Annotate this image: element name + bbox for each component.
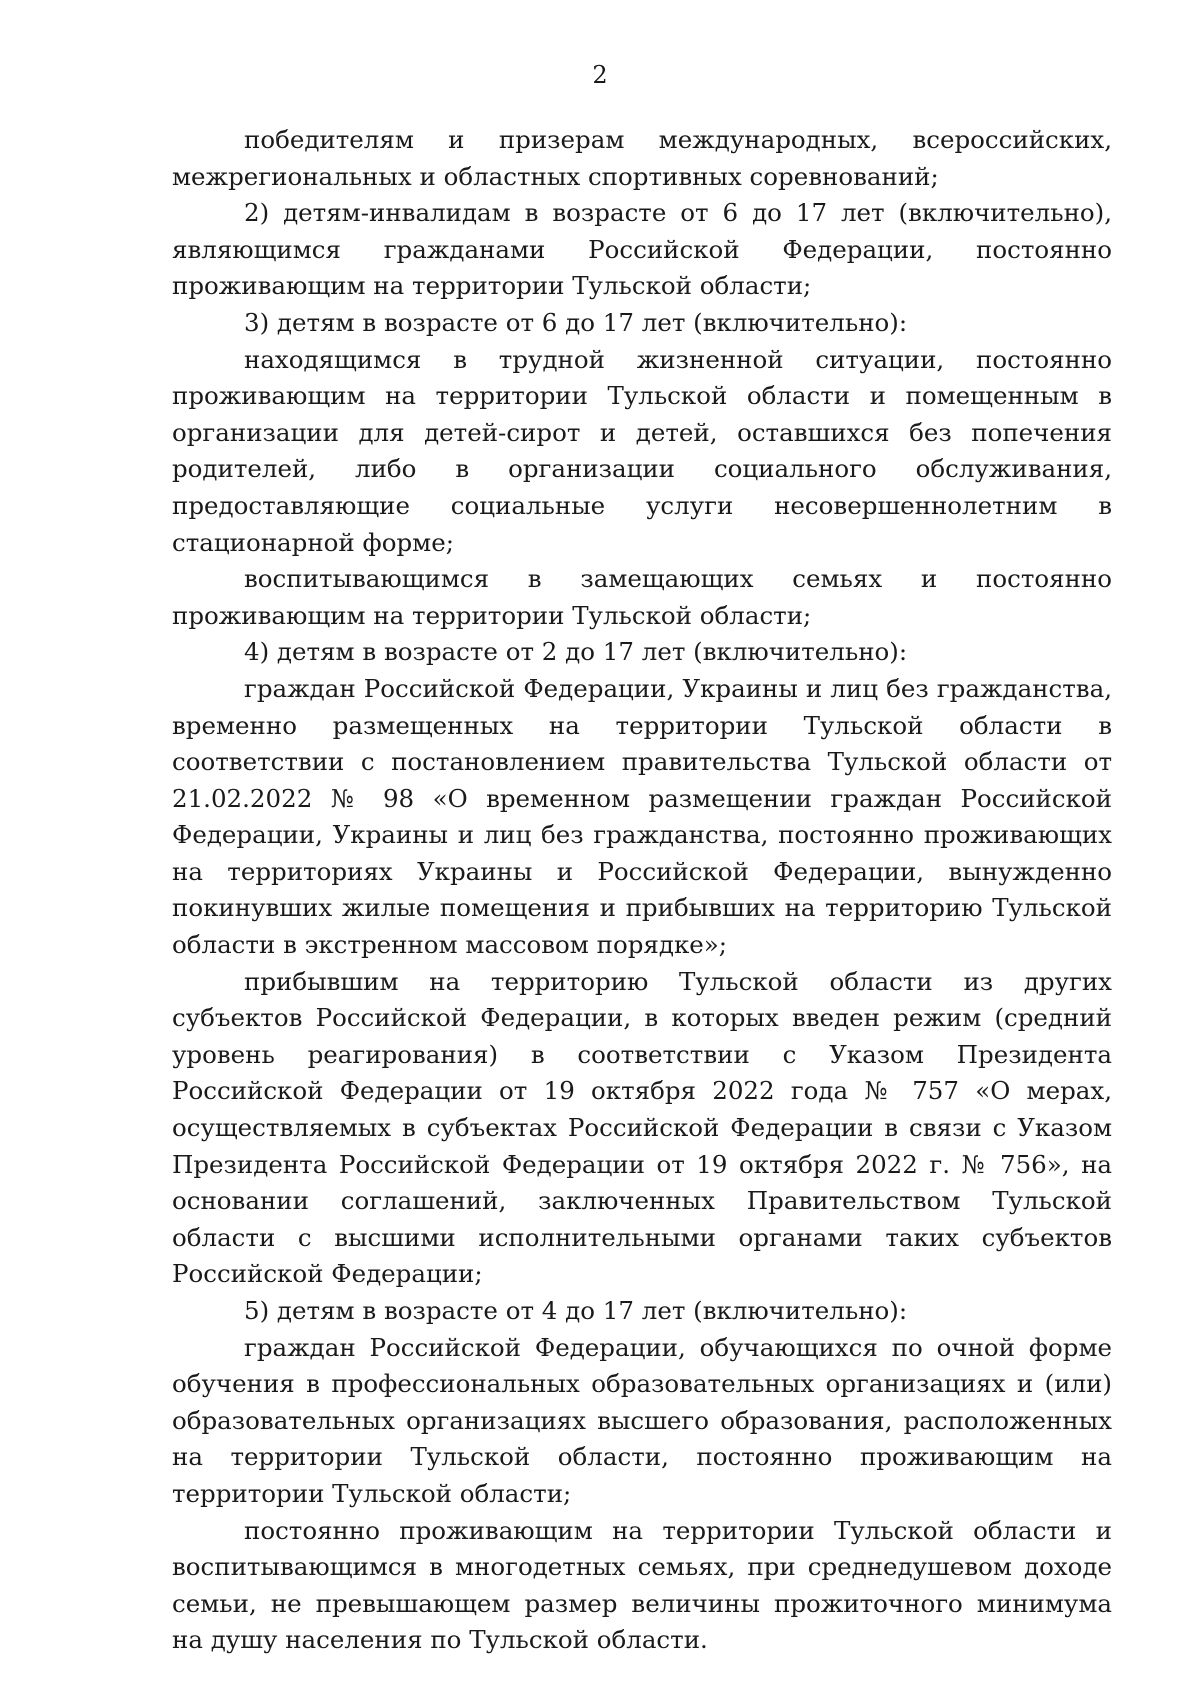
document-body (172, 122, 1112, 1659)
paragraph-winners: победителям и призерам международных, всероссийских, межрегиональных и областных спортивных соревнований; (172, 125, 1112, 191)
paragraph-item-2-disabled-children: 2) детям-инвалидам в возрасте от 6 до 17 лет (включительно), являющимся гражданами Российской Федерации, постоянно проживающим на территории Тульской области; (172, 198, 1112, 301)
paragraph-large-families: постоянно проживающим на территории Тульской области и воспитывающимся в многодетных семьях, при среднедушевом доходе семьи, не превышающем размер величины прожиточного минимума на душу населения по Тульской области. (172, 1515, 1112, 1655)
paragraph-foster-families: воспитывающимся в замещающих семьях и постоянно проживающим на территории Тульской области; (172, 564, 1112, 630)
paragraph-item-3-heading: 3) детям в возрасте от 6 до 17 лет (включительно): (244, 307, 908, 337)
paragraph-item-4-heading: 4) детям в возрасте от 2 до 17 лет (включительно): (244, 637, 908, 667)
page-number: 2 (592, 61, 608, 89)
paragraph-arrived-from-subjects: прибывшим на территорию Тульской области из других субъектов Российской Федерации, в которых введен режим (средний уровень реагирования) в соответствии с Указом Президента Российской Федерации от 19 октября 2022 года № 757 «О мерах, осуществляемых в субъектах Российской Федерации в связи с Указом Президента Российской Федерации от 19 октября 2022 г. № 756», на основании соглашений, заключенных Правительством Тульской области с высшими исполнительными органами таких субъектов Российской Федерации; (172, 966, 1112, 1289)
paragraph-full-time-students: граждан Российской Федерации, обучающихся по очной форме обучения в профессиональных образовательных организациях и (или) образовательных организациях высшего образования, расположенных на территории Тульской области, постоянно проживающим на территории Тульской области; (172, 1332, 1112, 1508)
paragraph-difficult-situation: находящимся в трудной жизненной ситуации, постоянно проживающим на территории Тульской области и помещенным в организации для детей-сирот и детей, оставшихся без попечения родителей, либо в организации социального обслуживания, предоставляющие социальные услуги несовершеннолетним в стационарной форме; (172, 344, 1112, 557)
paragraph-item-5-heading: 5) детям в возрасте от 4 до 17 лет (включительно): (244, 1296, 908, 1325)
paragraph-temporary-placement: граждан Российской Федерации, Украины и лиц без гражданства, временно размещенных на территории Тульской области в соответствии с постановлением правительства Тульской области от 21.02.2022 № 98 «О временном размещении граждан Российской Федерации, Украины и лиц без гражданства, постоянно проживающих на территориях Украины и Российской Федерации, вынужденно покинувших жилые помещения и прибывших на территорию Тульской области в экстренном массовом порядке»; (172, 673, 1112, 960)
